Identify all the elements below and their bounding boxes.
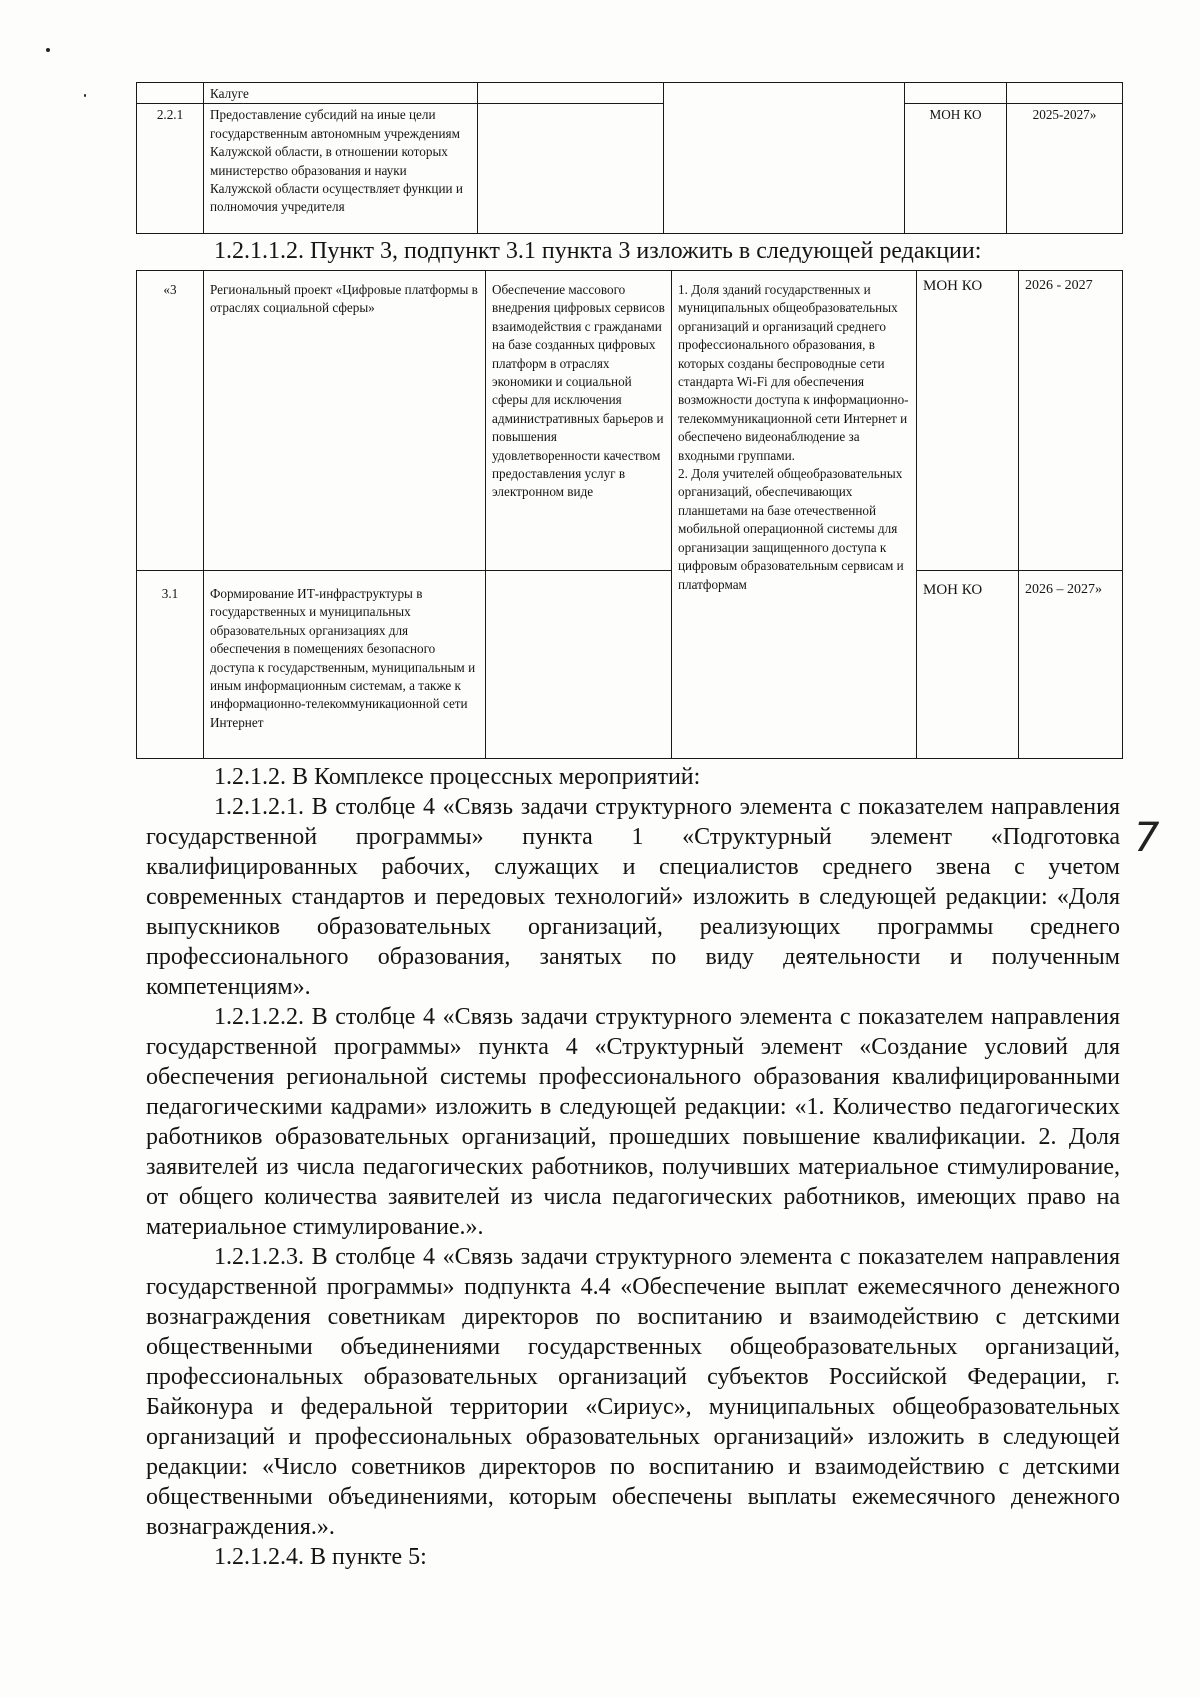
table-row — [137, 83, 1123, 104]
paragraph-1-2-1-2-3: 1.2.1.2.3. В столбце 4 «Связь задачи структурного элемента с показателем направления государственной программы» подпункта 4.4 «Обеспечение выплат ежемесячного денежного вознаграждения советникам директоров по воспитанию и взаимодействию с детскими общественными объединениями государственных общеобразовательных организаций, профессиональных образовательных организаций субъектов Российской Федерации, г. Байконура и федеральной территории «Сириус», муниципальных общеобразовательных организаций и профессиональных образовательных организаций» изложить в следующей редакции: «Число советников директоров по воспитанию и взаимодействию с детскими общественными объединениями, которым обеспечены выплаты ежемесячного денежного вознаграждения.». — [146, 1244, 1120, 1540]
cell-period — [1007, 83, 1123, 104]
cell-task — [486, 571, 672, 759]
cell-task: Обеспечение массового внедрения цифровых сервисов взаимодействия с гражданами на базе созданных цифровых платформ в отраслях экономики и социальной сферы для исключения административных барьеров и повышения удовлетворенности качеством предоставления услуг в электронном виде — [486, 271, 672, 571]
cell-executor: МОН КО — [917, 271, 1019, 571]
cell-executor: МОН КО — [905, 104, 1007, 234]
cell-name: Региональный проект «Цифровые платформы в отраслях социальной сферы» — [204, 271, 486, 571]
scan-speck — [46, 48, 50, 52]
cell-period: 2025-2027» — [1007, 104, 1123, 234]
cell-name: Формирование ИТ-инфраструктуры в государственных и муниципальных образовательных организациях для обеспечения в помещениях безопасного доступа к государственным, муниципальным и иным информационным системам, а также к информационно-телекоммуникационной сети Интернет — [204, 571, 486, 759]
handwritten-page-number: 7 — [1134, 815, 1160, 861]
paragraph-1-2-1-2-4: 1.2.1.2.4. В пункте 5: — [214, 1544, 427, 1570]
paragraph-1-2-1-2-1: 1.2.1.2.1. В столбце 4 «Связь задачи структурного элемента с показателем направления государственной программы» пункта 1 «Структурный элемент «Подготовка квалифицированных рабочих, служащих и специалистов среднего звена с учетом современных стандартов и передовых технологий» изложить в следующей редакции: «Доля выпускников образовательных организаций, реализующих программы среднего профессионального образования, занятых по виду деятельности и полученным компетенциям». — [146, 794, 1120, 1000]
paragraph-1-2-1-2: 1.2.1.2. В Комплексе процессных мероприятий: — [214, 764, 701, 790]
table-continuation — [136, 82, 1123, 234]
cell-task — [478, 83, 664, 104]
cell-executor: МОН КО — [917, 571, 1019, 759]
cell-num: 2.2.1 — [137, 104, 204, 234]
cell-task — [478, 104, 664, 234]
paragraph-1-2-1-2-2: 1.2.1.2.2. В столбце 4 «Связь задачи структурного элемента с показателем направления государственной программы» пункта 4 «Структурный элемент «Создание условий для обеспечения региональной системы профессионального образования квалифицированными педагогическими кадрами» изложить в следующей редакции: «1. Количество педагогических работников образовательных организаций, прошедших повышение квалификации. 2. Доля заявителей из числа педагогических работников, получивших материальное стимулирование, от общего количества заявителей из числа педагогических работников, имеющих право на материальное стимулирование.». — [146, 1004, 1120, 1240]
cell-indicator: 1. Доля зданий государственных и муниципальных общеобразовательных организаций и организаций среднего профессионального образования, в которых созданы беспроводные сети стандарта Wi-Fi для обеспечения возможности доступа к информационно-телекоммуникационной сети Интернет и обеспечено видеонаблюдение за входными группами. 2. Доля учителей общеобразовательных организаций, обеспечивающих планшетами на базе отечественной мобильной операционной системы для организации защищенного доступа к цифровым образовательным сервисам и платформам — [672, 271, 917, 759]
table-row — [137, 104, 1123, 234]
scan-speck — [84, 94, 86, 97]
cell-name: Предоставление субсидий на иные цели государственным автономным учреждениям Калужской области, в отношении которых министерство образования и науки Калужской области осуществляет функции и полномочия учредителя — [204, 104, 478, 234]
document-body — [146, 762, 1120, 1572]
table-row — [137, 571, 1123, 759]
cell-period: 2026 - 2027 — [1019, 271, 1123, 571]
cell-num: 3.1 — [137, 571, 204, 759]
cell-period: 2026 – 2027» — [1019, 571, 1123, 759]
amendment-title: 1.2.1.1.2. Пункт 3, подпункт 3.1 пункта 3 изложить в следующей редакции: — [214, 238, 982, 264]
table-row — [137, 271, 1123, 571]
table-amendment — [136, 270, 1123, 759]
cell-executor — [905, 83, 1007, 104]
cell-num — [137, 83, 204, 104]
cell-num: «3 — [137, 271, 204, 571]
cell-name: Калуге — [204, 83, 478, 104]
cell-indicator — [664, 83, 905, 234]
